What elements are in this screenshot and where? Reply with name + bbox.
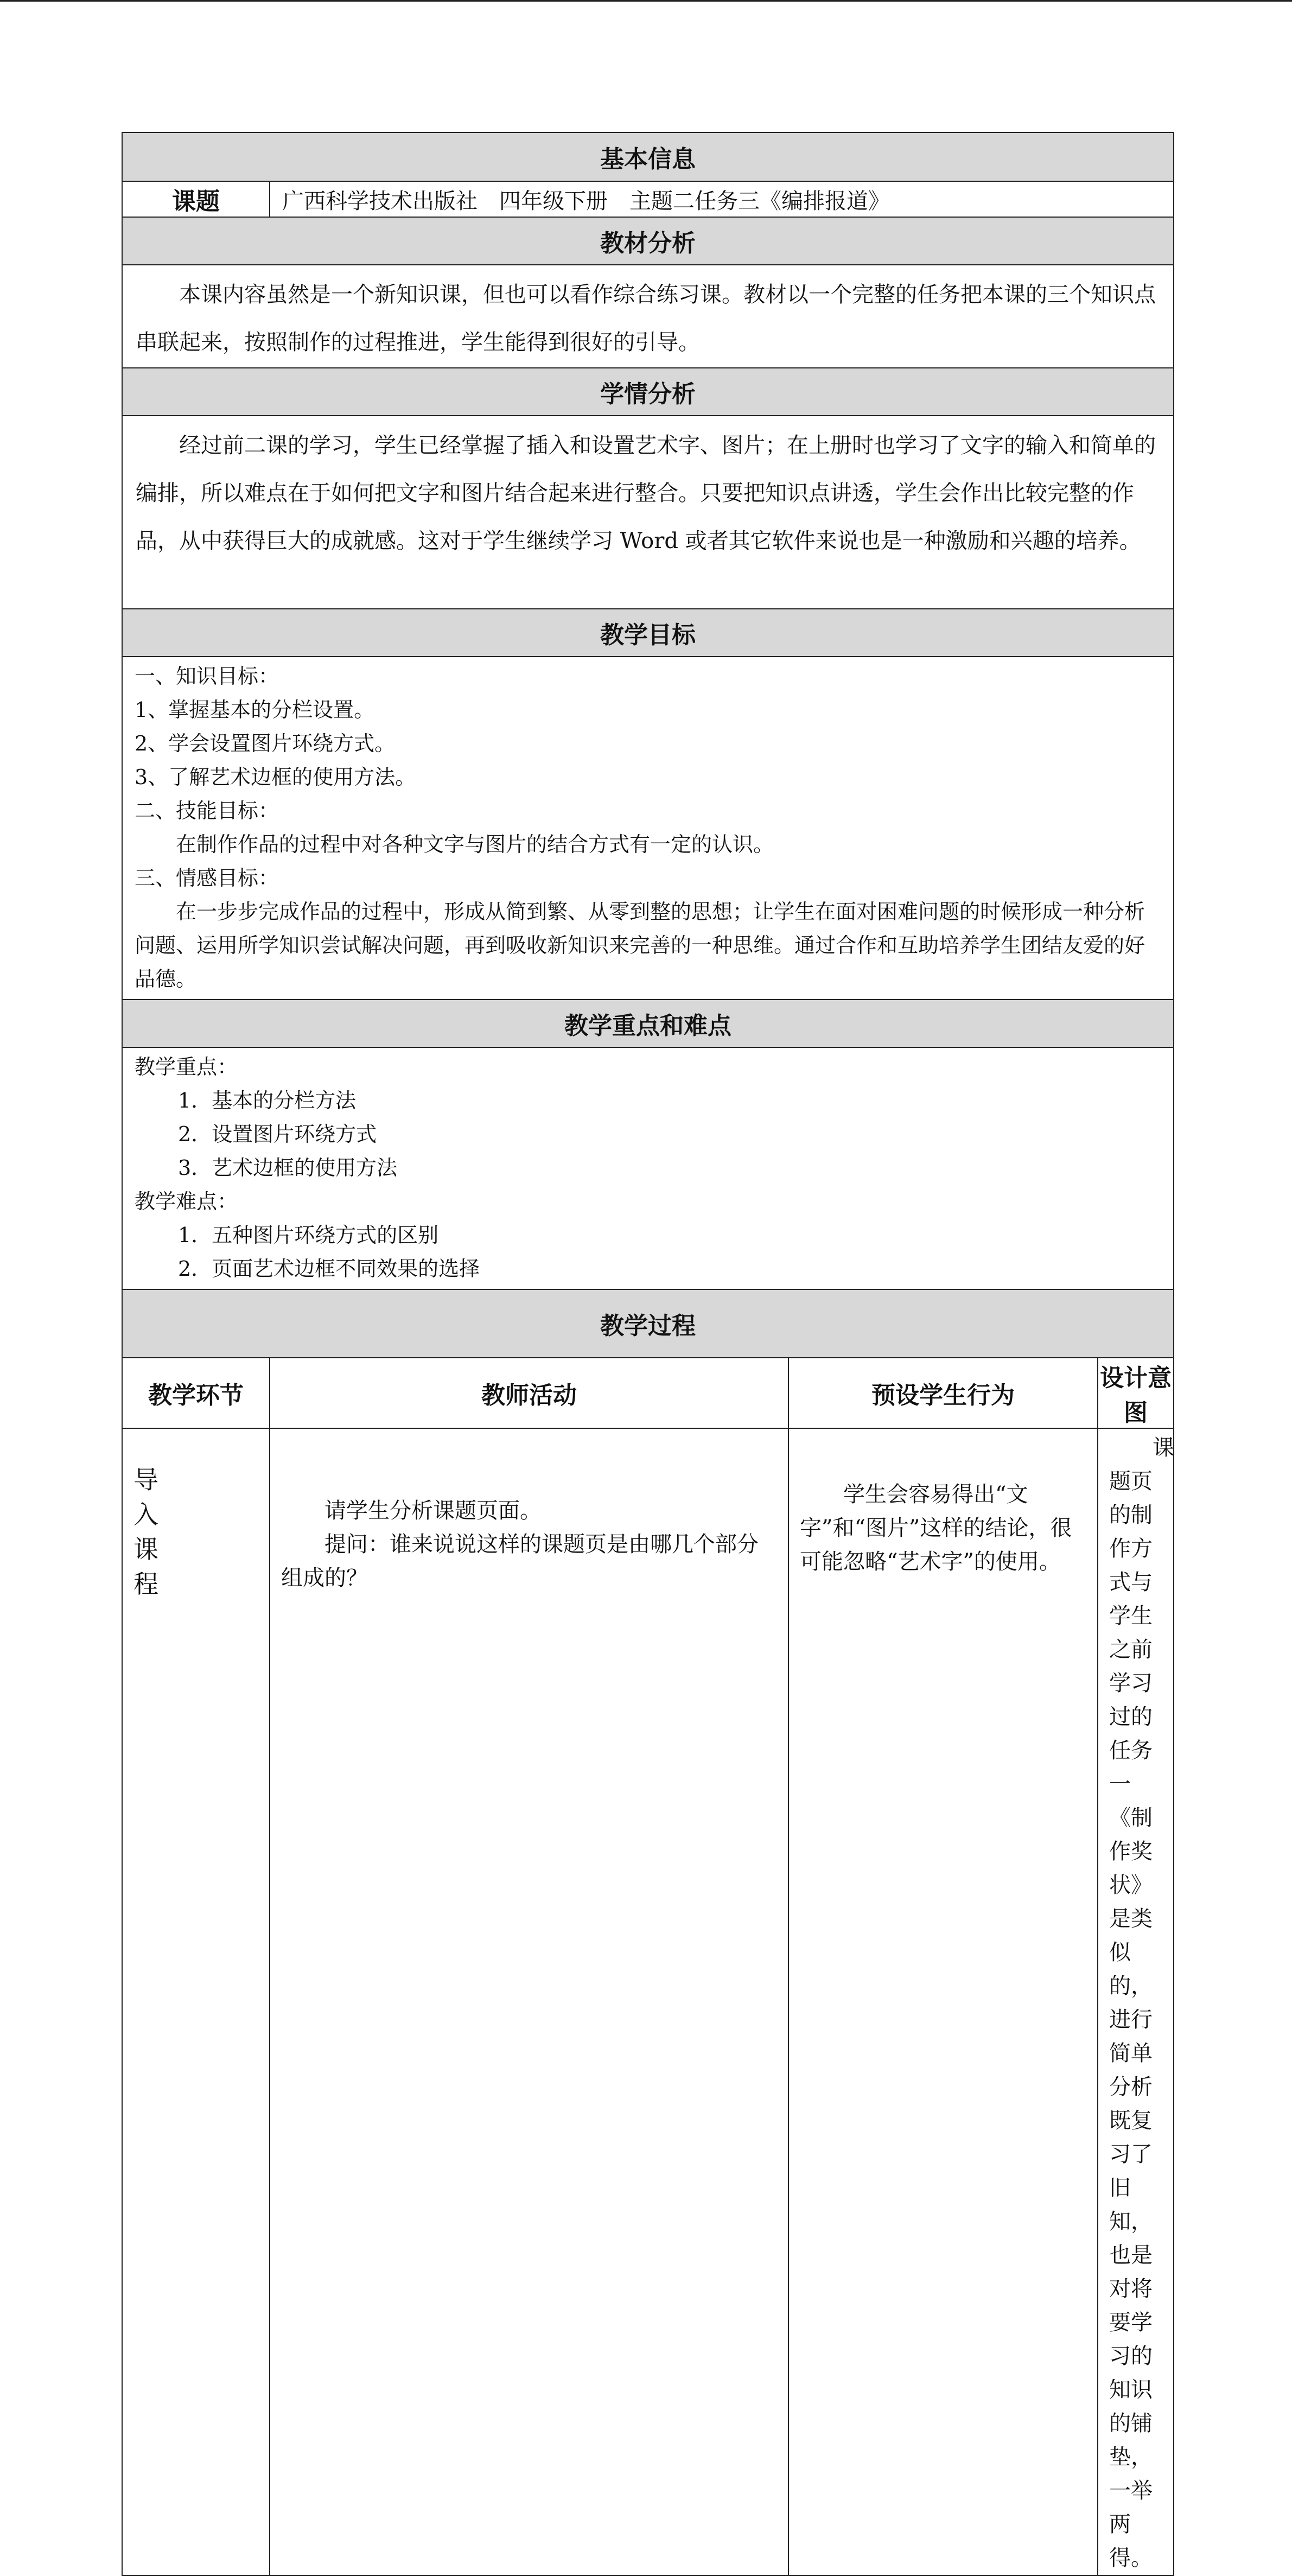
objective-heading-skill: 二、技能目标： bbox=[135, 799, 279, 823]
objective-item: 在一步步完成作品的过程中，形成从简到繁、从零到整的思想；让学生在面对困难问题的时候形成一种分析问题、运用所学知识尝试解决问题，再到吸收新知识来完善的一种思维。通过合作和互助培养学生团结友爱的好品德。 bbox=[135, 900, 1145, 991]
material-analysis-body bbox=[122, 265, 1174, 368]
student-analysis-text: 经过前二课的学习，学生已经掌握了插入和设置艺术字、图片；在上册时也学习了文字的输入和简单的编排，所以难点在于如何把文字和图片结合起来进行整合。只要把知识点讲透，学生会作出比较完整的作品，从中获得巨大的成就感。这对于学生继续学习 Word 或者其它软件来说也是一种激励和兴趣的培养。 bbox=[136, 433, 1156, 554]
column-header-intent: 设计意图 bbox=[1098, 1358, 1174, 1428]
student-behavior-cell bbox=[788, 1428, 1098, 2575]
section-header-process: 教学过程 bbox=[122, 1289, 1174, 1358]
key-points-body bbox=[122, 1047, 1174, 1289]
objective-heading-knowledge: 一、知识目标： bbox=[135, 664, 279, 688]
lesson-plan-sheet bbox=[122, 132, 1173, 2576]
section-header-student-analysis: 学情分析 bbox=[122, 368, 1174, 416]
key-points-label: 教学重点： bbox=[135, 1055, 238, 1079]
key-point-item: 1．基本的分栏方法 bbox=[178, 1089, 357, 1112]
column-header-teacher: 教师活动 bbox=[270, 1358, 788, 1428]
student-analysis-body bbox=[122, 416, 1174, 609]
stage-char: 课 bbox=[133, 1535, 158, 1564]
teacher-activity-line: 请学生分析课题页面。 bbox=[324, 1498, 542, 1523]
lesson-plan-table bbox=[122, 132, 1174, 2576]
student-behavior-text: 学生会容易得出“文字”和“图片”这样的结论，很可能忽略“艺术字”的使用。 bbox=[800, 1482, 1072, 1574]
objective-item: 在制作作品的过程中对各种文字与图片的结合方式有一定的认识。 bbox=[176, 832, 774, 856]
table-row bbox=[122, 1428, 1174, 2575]
design-intent-cell bbox=[1098, 1428, 1174, 2575]
material-analysis-text: 本课内容虽然是一个新知识课，但也可以看作综合练习课。教材以一个完整的任务把本课的三个知识点串联起来，按照制作的过程推进，学生能得到很好的引导。 bbox=[136, 282, 1156, 355]
topic-label: 课题 bbox=[122, 181, 270, 217]
teacher-activity-line: 提问：谁来说说这样的课题页是由哪几个部分组成的？ bbox=[281, 1532, 759, 1591]
objective-item: 3、了解艺术边框的使用方法。 bbox=[135, 765, 416, 789]
stage-char: 程 bbox=[133, 1569, 158, 1599]
objective-item: 1、掌握基本的分栏设置。 bbox=[135, 698, 375, 722]
objective-heading-emotion: 三、情感目标： bbox=[135, 866, 279, 890]
section-header-objectives: 教学目标 bbox=[122, 609, 1174, 657]
column-header-student: 预设学生行为 bbox=[788, 1358, 1098, 1428]
objectives-body bbox=[122, 657, 1174, 1000]
difficult-point-item: 1．五种图片环绕方式的区别 bbox=[178, 1223, 439, 1247]
difficult-point-item: 2．页面艺术边框不同效果的选择 bbox=[178, 1257, 480, 1281]
stage-cell bbox=[122, 1428, 270, 2575]
stage-char: 导 bbox=[133, 1465, 158, 1494]
section-header-basic-info: 基本信息 bbox=[122, 132, 1174, 181]
column-header-stage: 教学环节 bbox=[122, 1358, 270, 1428]
topic-value: 广西科学技术出版社 四年级下册 主题二任务三《编排报道》 bbox=[270, 181, 1174, 217]
difficult-points-label: 教学难点： bbox=[135, 1190, 238, 1213]
page-top-rule bbox=[0, 0, 1292, 2]
section-header-material-analysis: 教材分析 bbox=[122, 217, 1174, 265]
design-intent-text: 课题页的制作方式与学生之前学习过的任务一《制作奖状》是类似的，进行简单分析既复习了旧知，也是对将要学习的知识的铺垫，一举两得。 bbox=[1109, 1435, 1174, 2571]
key-point-item: 2．设置图片环绕方式 bbox=[178, 1122, 377, 1146]
section-header-key-points: 教学重点和难点 bbox=[122, 1000, 1174, 1047]
teacher-activity-cell bbox=[270, 1428, 788, 2575]
stage-char: 入 bbox=[133, 1500, 158, 1529]
objective-item: 2、学会设置图片环绕方式。 bbox=[135, 732, 396, 755]
key-point-item: 3．艺术边框的使用方法 bbox=[178, 1156, 398, 1180]
